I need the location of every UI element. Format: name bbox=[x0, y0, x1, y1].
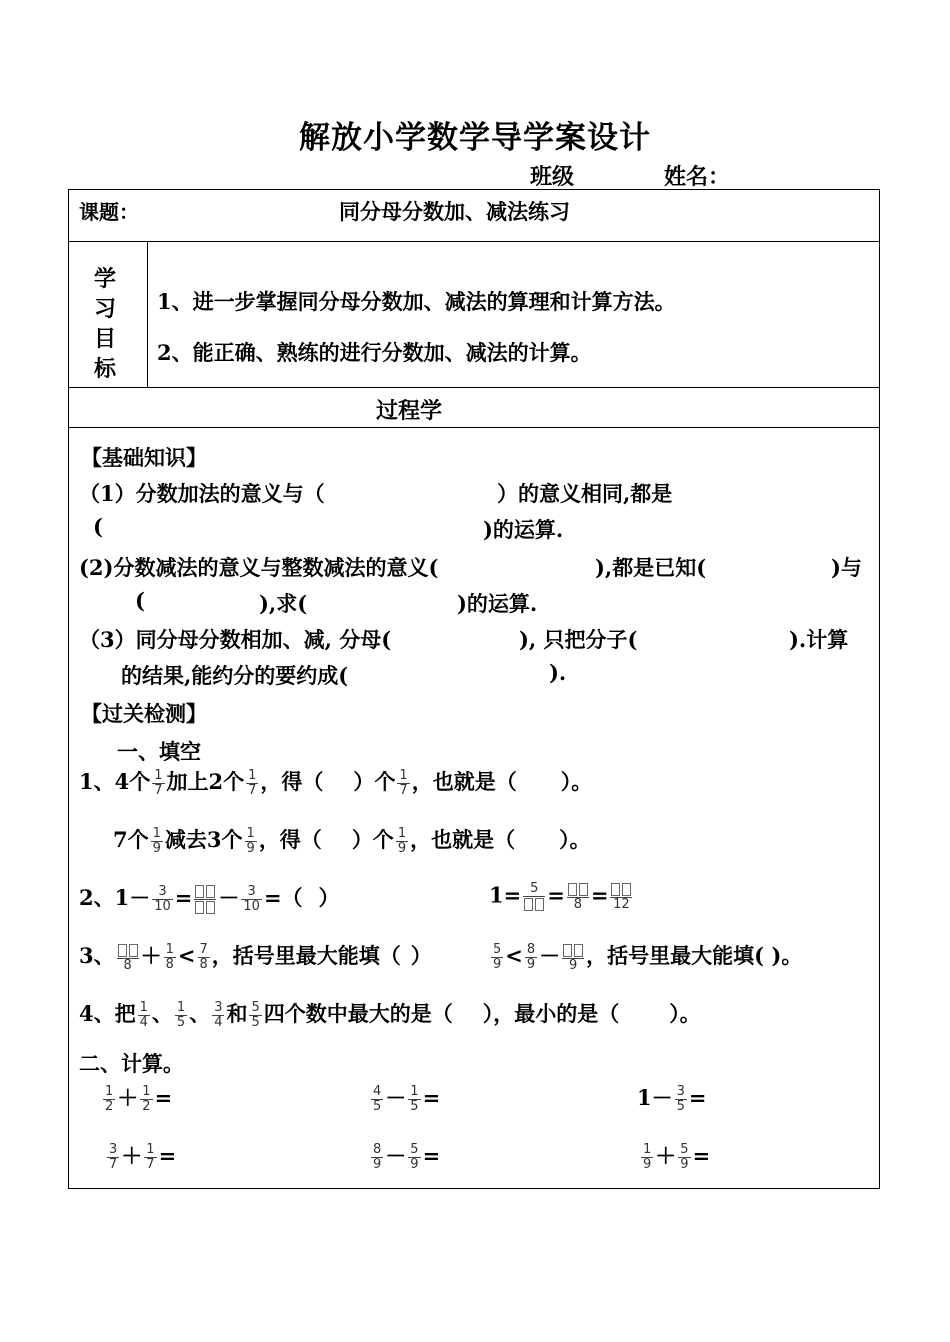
subject-label: 课题： bbox=[79, 200, 139, 224]
problem-3b bbox=[489, 940, 802, 973]
p2-text: =（ bbox=[263, 885, 303, 910]
fraction: $\frac{3}{7}$ bbox=[109, 1142, 118, 1172]
goals-label bbox=[69, 242, 148, 387]
p2-text: ） bbox=[318, 885, 340, 910]
fraction: 8 bbox=[567, 882, 589, 912]
subject-value: 同分母分数加、减法练习 bbox=[339, 199, 570, 224]
fraction: $\frac{3}{10}$ bbox=[243, 884, 260, 914]
goals-label-char: 目 bbox=[94, 326, 117, 352]
goal-item: 1、进一步掌握同分母分数加、减法的算理和计算方法。 bbox=[157, 289, 676, 314]
fraction: $\frac{1}{7}$ bbox=[146, 1142, 155, 1172]
p1b-text: ）个 bbox=[351, 827, 394, 852]
q3-part-e: ). bbox=[549, 660, 567, 685]
name-label: 姓名： bbox=[664, 164, 731, 190]
fraction: $\frac{5}{5}$ bbox=[251, 1000, 260, 1030]
problem-1b bbox=[113, 824, 591, 856]
fraction: $\frac{1}{9}$ bbox=[152, 826, 161, 856]
fraction: $\frac{7}{8}$ bbox=[199, 942, 208, 972]
q1-part-c: ( bbox=[93, 514, 103, 539]
class-name-line bbox=[530, 160, 730, 191]
p4-text: ），最小的是（ bbox=[482, 1001, 620, 1026]
calc-item: $\frac{4}{5}$ － $\frac{1}{5}$ = bbox=[373, 1084, 441, 1114]
p2-text: 2、1－ bbox=[79, 885, 151, 910]
worksheet-table bbox=[68, 189, 880, 1189]
problem-4 bbox=[79, 998, 701, 1030]
q2-part-c: )与 bbox=[831, 555, 862, 580]
p1b-text: ，得（ bbox=[258, 827, 322, 852]
blank-fraction[interactable]: 9 bbox=[562, 943, 584, 973]
p1a-text: ）个 bbox=[353, 769, 396, 794]
q3-part-c: ).计算 bbox=[789, 627, 849, 652]
q2-part-a: (2)分数减法的意义与整数减法的意义( bbox=[79, 555, 439, 580]
goals-label-char: 标 bbox=[94, 356, 117, 382]
fraction: $\frac{1}{5}$ bbox=[176, 1000, 186, 1030]
fraction: $\frac{3}{4}$ bbox=[214, 1000, 223, 1030]
problem-2a bbox=[79, 882, 340, 915]
problem-2b bbox=[489, 882, 634, 912]
p3-text: ） bbox=[410, 943, 432, 968]
p3b-text: ，括号里最大能填( )。 bbox=[586, 943, 803, 968]
goals-row bbox=[69, 242, 879, 388]
q1-part-d: )的运算. bbox=[483, 517, 564, 542]
p1a-text: 1、4个 bbox=[79, 769, 151, 794]
goals-label-char: 学 bbox=[94, 266, 117, 292]
fraction: $\frac{5}{9}$ bbox=[493, 942, 502, 972]
calc-item: $\frac{1}{9}$ ＋ $\frac{5}{9}$ = bbox=[643, 1142, 711, 1172]
p1a-text: ，得（ bbox=[260, 769, 324, 794]
calc-item: $\frac{3}{7}$ ＋ $\frac{1}{7}$ = bbox=[109, 1142, 177, 1172]
p1b-text: 7个 bbox=[113, 827, 149, 852]
fraction: $\frac{1}{2}$ bbox=[142, 1084, 151, 1114]
process-row bbox=[69, 388, 879, 428]
goal-item: 2、能正确、熟练的进行分数加、减法的计算。 bbox=[157, 340, 592, 365]
calc-item: 1－ $\frac{3}{5}$ = bbox=[637, 1084, 707, 1114]
q2-part-d: ( bbox=[135, 588, 145, 613]
p4-text: 4、把 bbox=[79, 1001, 136, 1026]
fraction: $\frac{8}{9}$ bbox=[373, 1142, 382, 1172]
page-title: 解放小学数学导学案设计 bbox=[299, 120, 651, 156]
fraction: $\frac{1}{7}$ bbox=[399, 768, 408, 798]
fraction: $\frac{3}{10}$ bbox=[154, 884, 171, 914]
p4-text: 和 bbox=[226, 1001, 248, 1026]
q1-part-a: （1）分数加法的意义与（ bbox=[79, 481, 325, 506]
p3b-text: － bbox=[539, 943, 561, 968]
p2-text: － bbox=[218, 885, 240, 910]
fraction: $\frac{4}{5}$ bbox=[373, 1084, 382, 1114]
p2-text: = bbox=[174, 885, 193, 910]
fraction: $\frac{1}{9}$ bbox=[643, 1142, 652, 1172]
problem-3 bbox=[79, 940, 432, 973]
q2-part-f: )的运算. bbox=[457, 591, 538, 616]
fraction: $\frac{5}{9}$ bbox=[680, 1142, 689, 1172]
q2-part-b: ),都是已知( bbox=[595, 555, 707, 580]
fill-heading: 一、填空 bbox=[117, 739, 201, 764]
p1b-text: 减去3个 bbox=[164, 827, 243, 852]
calc-item: $\frac{8}{9}$ － $\frac{5}{9}$ = bbox=[373, 1142, 441, 1172]
p1a-text: ）。 bbox=[560, 769, 593, 794]
p3-text: ，括号里最大能填（ bbox=[211, 943, 401, 968]
q3-part-d: 的结果,能约分的要约成( bbox=[121, 663, 349, 688]
p1b-text: ）。 bbox=[559, 827, 591, 852]
check-heading: 【过关检测】 bbox=[81, 701, 207, 726]
p3-text: < bbox=[177, 943, 196, 968]
class-label: 班级 bbox=[530, 164, 575, 190]
process-title: 过程学 bbox=[375, 398, 442, 424]
calc-item: $\frac{1}{2}$ ＋ $\frac{1}{2}$ = bbox=[105, 1084, 173, 1114]
blank-fraction[interactable] bbox=[194, 884, 216, 915]
p2b-text: 1= bbox=[489, 882, 522, 908]
p2b-text: = bbox=[547, 882, 565, 908]
fraction: $\frac{1}{7}$ bbox=[248, 768, 257, 798]
p1a-text: ，也就是（ bbox=[411, 769, 517, 794]
basics-heading: 【基础知识】 bbox=[81, 445, 207, 470]
fraction: $\frac{8}{9}$ bbox=[526, 942, 536, 972]
p4-text: 、 bbox=[151, 1001, 173, 1026]
q2-part-e: ),求( bbox=[259, 591, 308, 616]
fraction: $\frac{1}{4}$ bbox=[139, 1000, 148, 1030]
p4-text: 、 bbox=[189, 1001, 211, 1026]
p3-text: 3、 bbox=[79, 943, 115, 968]
p4-text: ）。 bbox=[669, 1001, 701, 1026]
problem-1a bbox=[79, 766, 592, 798]
blank-fraction[interactable]: 8 bbox=[117, 943, 139, 973]
p1a-text: 加上2个 bbox=[166, 769, 245, 794]
fraction: 5 bbox=[523, 882, 545, 912]
fraction: $\frac{1}{9}$ bbox=[246, 826, 255, 856]
p3b-text: < bbox=[505, 943, 523, 968]
fraction: $\frac{1}{5}$ bbox=[410, 1084, 419, 1114]
fraction: $\frac{3}{5}$ bbox=[676, 1084, 685, 1114]
fraction: $\frac{1}{2}$ bbox=[105, 1084, 114, 1114]
q3-part-a: （3）同分母分数相加、减, 分母( bbox=[79, 627, 392, 652]
subject-row bbox=[69, 190, 879, 242]
fraction: $\frac{1}{9}$ bbox=[397, 826, 407, 856]
p2b-text: = bbox=[590, 882, 609, 908]
q1-part-b: ）的意义相同,都是 bbox=[497, 481, 673, 506]
p3-text: ＋ bbox=[140, 943, 162, 968]
p4-text: 四个数中最大的是（ bbox=[263, 1001, 453, 1026]
fraction: $\frac{5}{9}$ bbox=[410, 1142, 419, 1172]
p1b-text: ，也就是（ bbox=[410, 827, 516, 852]
goals-label-char: 习 bbox=[94, 296, 117, 322]
fraction: 12 bbox=[610, 882, 632, 912]
q3-part-b: ), 只把分子( bbox=[519, 627, 638, 652]
fraction: $\frac{1}{7}$ bbox=[154, 768, 163, 798]
calc-heading: 二、计算。 bbox=[79, 1051, 184, 1076]
fraction: $\frac{1}{8}$ bbox=[165, 942, 174, 972]
